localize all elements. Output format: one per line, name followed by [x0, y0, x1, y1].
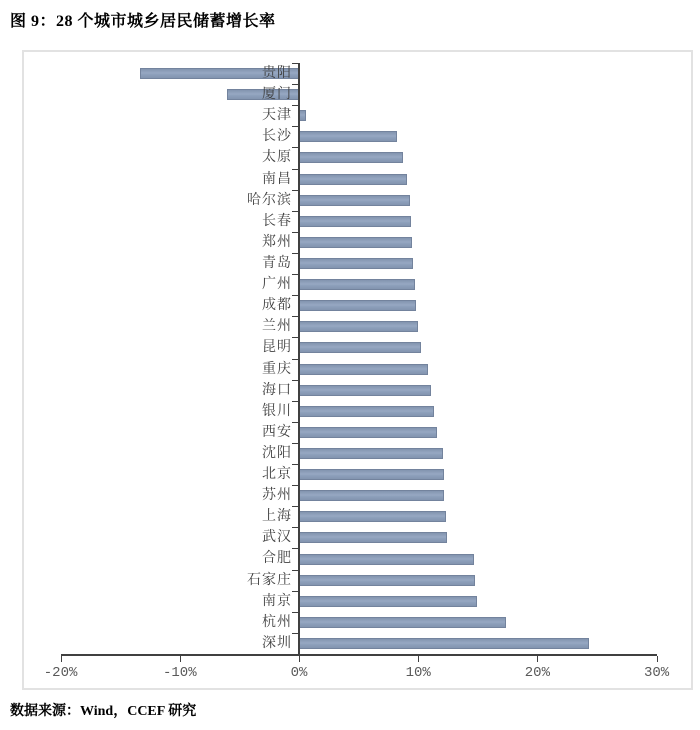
bar-哈尔滨: [299, 195, 410, 206]
category-axis-tick: [292, 506, 298, 507]
bar-深圳: [299, 638, 589, 649]
value-axis-tick-label: 30%: [643, 665, 670, 681]
bar-上海: [299, 511, 446, 522]
bar-长春: [299, 216, 411, 227]
category-label-合肥: 合肥: [262, 551, 292, 567]
category-axis-tick: [292, 211, 298, 212]
bar-北京: [299, 469, 444, 480]
category-axis-tick: [292, 633, 298, 634]
category-axis-tick: [292, 422, 298, 423]
category-label-昆明: 昆明: [262, 340, 292, 356]
category-axis-tick: [292, 126, 298, 127]
bar-plot: [24, 52, 691, 688]
bar-杭州: [299, 617, 506, 628]
category-axis-tick: [292, 316, 298, 317]
category-label-哈尔滨: 哈尔滨: [247, 192, 292, 208]
chart-title: 图 9：28 个城市城乡居民储蓄增长率: [10, 13, 276, 30]
value-axis-tick-label: 0%: [290, 665, 308, 681]
category-axis-tick: [292, 443, 298, 444]
bar-广州: [299, 279, 415, 290]
bar-西安: [299, 427, 437, 438]
value-axis-tick-label: 10%: [405, 665, 431, 681]
category-axis-tick: [292, 527, 298, 528]
value-axis-tick: [299, 656, 300, 662]
category-label-海口: 海口: [262, 382, 292, 398]
category-label-南昌: 南昌: [262, 171, 292, 187]
value-axis-tick-label: -10%: [162, 665, 197, 681]
value-axis-tick: [657, 656, 658, 662]
category-axis-tick: [292, 253, 298, 254]
category-axis-tick: [292, 147, 298, 148]
category-axis-tick: [292, 485, 298, 486]
value-axis-line: [61, 654, 657, 656]
bar-天津: [299, 110, 306, 121]
category-label-银川: 银川: [262, 403, 292, 419]
bar-郑州: [299, 237, 412, 248]
bar-兰州: [299, 321, 418, 332]
category-axis-tick: [292, 548, 298, 549]
value-axis-tick: [537, 656, 538, 662]
category-label-长沙: 长沙: [262, 129, 292, 145]
category-label-南京: 南京: [262, 593, 292, 609]
bar-海口: [299, 385, 431, 396]
chart-area: [22, 50, 693, 690]
category-axis-tick: [292, 359, 298, 360]
category-label-广州: 广州: [262, 277, 292, 293]
category-label-深圳: 深圳: [262, 635, 292, 651]
bar-太原: [299, 152, 403, 163]
category-label-上海: 上海: [262, 509, 292, 525]
category-label-苏州: 苏州: [262, 488, 292, 504]
category-axis-tick: [292, 84, 298, 85]
category-axis-tick: [292, 232, 298, 233]
bar-南昌: [299, 174, 407, 185]
bar-长沙: [299, 131, 397, 142]
category-label-西安: 西安: [262, 424, 292, 440]
category-label-兰州: 兰州: [262, 319, 292, 335]
category-axis-line: [298, 63, 300, 654]
value-axis-tick: [61, 656, 62, 662]
category-label-青岛: 青岛: [262, 255, 292, 271]
category-axis-tick: [292, 570, 298, 571]
data-source: 数据来源：Wind，CCEF 研究: [10, 704, 197, 719]
bar-合肥: [299, 554, 474, 565]
category-axis-tick: [292, 190, 298, 191]
category-label-厦门: 厦门: [262, 87, 292, 103]
bar-苏州: [299, 490, 444, 501]
bar-青岛: [299, 258, 413, 269]
category-axis-tick: [292, 401, 298, 402]
category-axis-tick: [292, 612, 298, 613]
bar-银川: [299, 406, 434, 417]
category-label-北京: 北京: [262, 467, 292, 483]
category-label-重庆: 重庆: [262, 361, 292, 377]
category-label-郑州: 郑州: [262, 234, 292, 250]
bar-重庆: [299, 364, 428, 375]
category-axis-tick: [292, 337, 298, 338]
bar-成都: [299, 300, 416, 311]
category-label-长春: 长春: [262, 213, 292, 229]
bar-武汉: [299, 532, 447, 543]
bar-沈阳: [299, 448, 443, 459]
category-label-贵阳: 贵阳: [262, 66, 292, 81]
category-label-石家庄: 石家庄: [247, 572, 292, 588]
value-axis-tick-label: -20%: [43, 665, 78, 681]
category-label-杭州: 杭州: [262, 614, 292, 630]
value-axis-tick-label: 20%: [524, 665, 550, 681]
value-axis-tick: [418, 656, 419, 662]
value-axis-tick: [180, 656, 181, 662]
category-label-太原: 太原: [262, 150, 292, 166]
category-axis-tick: [292, 105, 298, 106]
category-label-天津: 天津: [262, 108, 292, 124]
category-axis-tick: [292, 274, 298, 275]
category-label-武汉: 武汉: [262, 530, 292, 546]
category-axis-tick: [292, 591, 298, 592]
category-axis-tick: [292, 169, 298, 170]
category-axis-tick: [292, 380, 298, 381]
bar-昆明: [299, 342, 421, 353]
bar-南京: [299, 596, 477, 607]
category-label-沈阳: 沈阳: [262, 445, 292, 461]
category-axis-tick: [292, 464, 298, 465]
bar-石家庄: [299, 575, 475, 586]
category-label-成都: 成都: [262, 298, 292, 314]
category-axis-tick: [292, 295, 298, 296]
category-axis-tick: [292, 63, 298, 64]
